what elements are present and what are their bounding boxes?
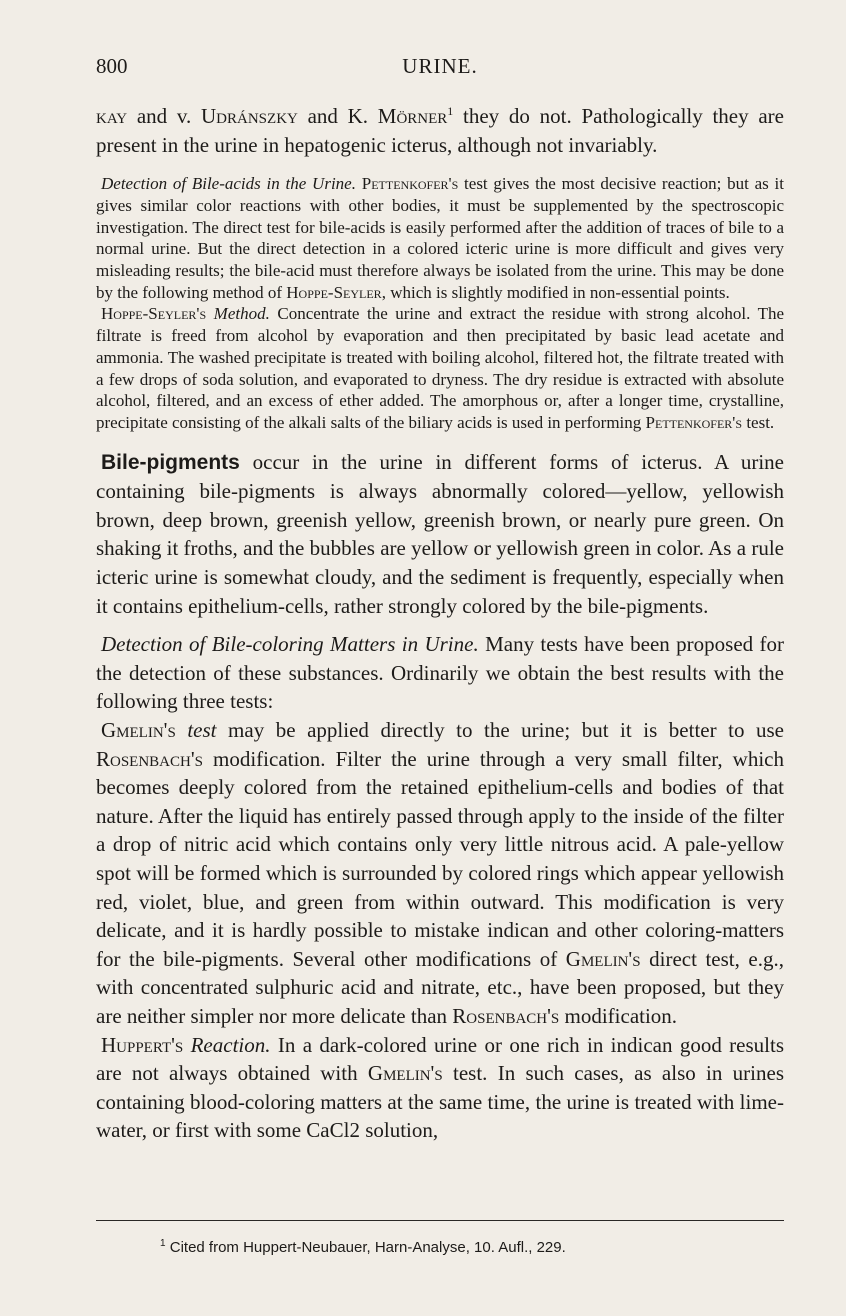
author-name: Mörner xyxy=(377,104,448,128)
footnote-marker: 1 xyxy=(160,1238,166,1249)
body-text xyxy=(96,97,784,1145)
paragraph-bile-acids-detection: Detection of Bile-acids in the Urine. Pettenkofer's test gives the most decisive reaction; but as it gives similar color reactions with other bodies, it must be supplemented by the spectroscopic investigation. The direct test for bile-acids is easily performed after the addition of traces of bile to a normal urine. But the direct detection in a colored icteric urine is more difficult and gives very misleading results; the bile-acid must therefore always be isolated from the urine. This may be done by the following method of Hoppe-Seyler, which is slightly modified in non-essential points. xyxy=(96,174,784,302)
page-number: 800 xyxy=(96,54,128,78)
author-name: Gmelin's xyxy=(565,946,641,971)
author-name: Huppert's xyxy=(101,1032,184,1057)
section-heading: Detection of Bile-coloring Matters in Urine. xyxy=(101,632,479,657)
running-header xyxy=(96,54,784,84)
paragraph-bile-pigments: Bile-pigments occur in the urine in different forms of icterus. A urine containing bile-pigments is always abnormally colored—yellow, yellowish brown, deep brown, greenish yellow, greenish brown, or nearly pure green. On shaking it froths, and the bubbles are yellow or yellowish green in color. As a rule icteric urine is somewhat cloudy, and the sediment is frequently, especially when it contains epithelium-cells, rather strongly colored by the bile-pigments. xyxy=(96,449,784,618)
footnote-divider xyxy=(96,1220,784,1221)
author-name: Rosenbach's xyxy=(96,746,203,771)
paragraph-continuation: kay and v. Udránszky and K. Mörner$^1$ they do not. Pathologically they are present in the urine in hepatogenic icterus, although not invariably. xyxy=(96,104,784,157)
author-name: Hoppe-Seyler's xyxy=(101,304,207,324)
footnote xyxy=(160,1238,566,1256)
paragraph-bile-coloring-detection: Detection of Bile-coloring Matters in Urine. Many tests have been proposed for the detection of these substances. Ordinarily we obtain the best results with the following three tests: xyxy=(96,632,785,714)
paragraph-huppert-reaction: Huppert's Reaction. In a dark-colored urine or one rich in indican good results are not always obtained with Gmelin's test. In such cases, as also in urines containing blood-coloring matters at the same time, the urine is treated with lime-water, or first with some CaCl2 solution, xyxy=(96,1032,784,1143)
section-heading: Detection of Bile-acids in the Urine. xyxy=(101,174,356,194)
author-name: Pettenkofer's xyxy=(645,412,743,432)
footnote-marker: 1 xyxy=(447,104,454,118)
author-name: Hoppe-Seyler xyxy=(286,282,382,302)
paragraph-hoppe-seyler-method: Hoppe-Seyler's Method. Concentrate the urine and extract the residue with strong alcohol. The filtrate is freed from alcohol by evaporation and then precipitated by basic lead acetate and ammonia. The washed precipitate is treated with boiling alcohol, filtered hot, the filtrate treated with a few drops of soda solution, and evaporated to dryness. The dry residue is extracted with absolute alcohol, filtered, and an excess of ether added. The amorphous or, after a longer time, crystalline, precipitate consisting of the alkali salts of the biliary acids is used in performing Pettenkofer's test. xyxy=(96,304,785,432)
author-name: Udránszky xyxy=(201,104,298,128)
running-title: URINE. xyxy=(402,54,478,78)
author-name: kay xyxy=(96,104,128,128)
author-name: Rosenbach's xyxy=(452,1003,560,1028)
section-heading: Method. xyxy=(213,304,270,324)
author-name: Pettenkofer's xyxy=(361,174,459,194)
section-heading: Bile-pigments xyxy=(101,450,240,474)
section-heading: Reaction. xyxy=(190,1032,271,1057)
author-name: Gmelin's xyxy=(367,1061,443,1086)
paragraph-gmelin-test: Gmelin's test may be applied directly to the urine; but it is better to use Rosenbach's modification. Filter the urine through a very small filter, which becomes deeply colored from the retained epithelium-cells and bodies of that nature. After the liquid has entirely passed through apply to the inside of the filter a drop of nitric acid which contains only very little nitrous acid. A pale-yellow spot will be formed which is surrounded by colored rings which appear yellowish red, violet, blue, and green from within outward. This modification is very delicate, and it is hardly possible to mistake indican and other coloring-matters for the bile-pigments. Several other modifications of Gmelin's direct test, e.g., with concentrated sulphuric acid and nitrate, etc., have been proposed, but they are neither simpler nor more delicate than Rosenbach's modification. xyxy=(96,717,785,1028)
footnote-text: Cited from Huppert-Neubauer, Harn-Analyse, 10. Aufl., 229. xyxy=(165,1239,566,1256)
author-name: Gmelin's xyxy=(101,717,176,742)
section-heading: test xyxy=(187,717,217,742)
